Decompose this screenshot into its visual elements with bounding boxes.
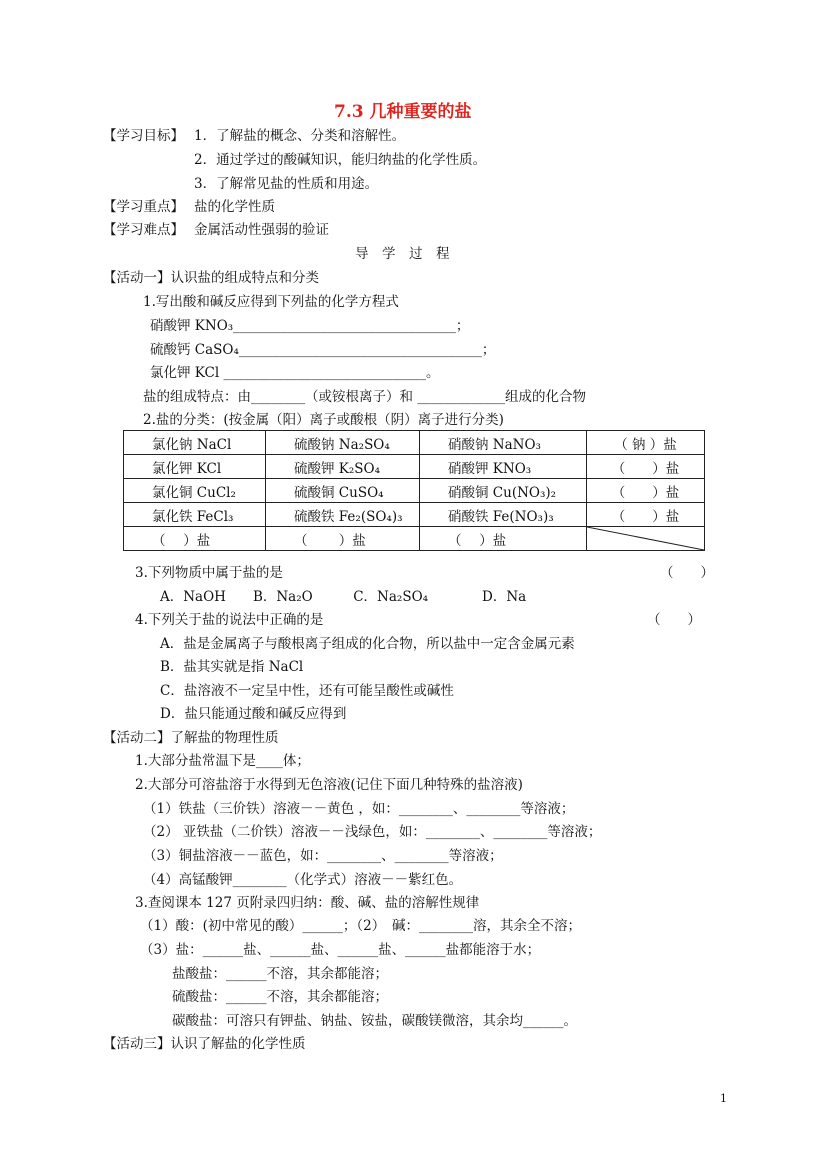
property-line: 2.大部分可溶盐溶于水得到无色溶液(记住下面几种特殊的盐溶液) [135, 777, 523, 793]
salt-classification-table [123, 430, 705, 551]
question-1: 1.写出酸和碱反应得到下列盐的化学方程式 [143, 294, 399, 310]
solubility-rule: （3）盐：______盐、______盐、______盐、______盐都能溶于水； [140, 942, 541, 958]
table-cell: （ ）盐 [266, 527, 420, 551]
table-row [124, 431, 705, 455]
color-rule: （1）铁盐（三价铁）溶液－－黄色 ，如：________、________等溶液； [143, 801, 575, 817]
equation-blank: 硫酸钙 CaSO₄____________________________________； [150, 342, 496, 358]
question-4: 4.下列关于盐的说法中正确的是 [135, 612, 324, 628]
table-cell: 氯化钾 KCl [124, 455, 266, 479]
option-item: A．盐是金属离子与酸根离子组成的化合物，所以盐中一定含金属元素 [160, 636, 575, 652]
table-cell: 氯化铜 CuCl₂ [124, 479, 266, 503]
question-3-options: A．NaOH B．Na₂O C．Na₂SO₄ D．Na [160, 589, 527, 605]
equation-blank: 氯化钾 KCl ______________________________。 [150, 365, 440, 381]
table-row [124, 479, 705, 503]
composition-statement: 盐的组成特点：由________（或铵根离子）和 _____________组成的化合物 [143, 389, 587, 405]
table-cell: 硝酸铜 Cu(NO₃)₂ [420, 479, 587, 503]
page-number: 1 [720, 1092, 727, 1105]
color-rule: （2） 亚铁盐（二价铁）溶液－－浅绿色，如：________、________等溶液； [143, 824, 602, 840]
table-cell: （ 钠 ）盐 [587, 431, 705, 455]
solubility-rule: 碳酸盐：可溶只有钾盐、钠盐、铵盐，碳酸镁微溶，其余均______。 [172, 1013, 577, 1029]
page-title: 7.3 几种重要的盐 [334, 102, 472, 122]
table-cell: （ ）盐 [420, 527, 587, 551]
goal-item: 2．通过学过的酸碱知识，能归纳盐的化学性质。 [194, 152, 487, 168]
color-rule: （3）铜盐溶液－－蓝色，如：________、________等溶液； [143, 848, 503, 864]
table-cell: 硝酸钠 NaNO₃ [420, 431, 587, 455]
difficulty-label: 【学习难点】 [103, 222, 184, 238]
activity-1-heading: 【活动一】认识盐的组成特点和分类 [103, 270, 319, 286]
solubility-rule: （1）酸：(初中常见的酸）______；（2） 碱：________溶，其余全不溶； [140, 918, 581, 934]
diagonal-cell [587, 527, 705, 551]
answer-bracket: （ ） [647, 612, 701, 628]
table-row [124, 455, 705, 479]
property-line: 3.查阅课本 127 页附录四归纳：酸、碱、盐的溶解性规律 [135, 895, 480, 911]
focus-label: 【学习重点】 [103, 199, 184, 215]
answer-bracket: （ ） [660, 565, 714, 581]
table-cell: 硝酸铁 Fe(NO₃)₃ [420, 503, 587, 527]
equation-blank: 硝酸钾 KNO₃_________________________________； [150, 318, 470, 334]
activity-3-heading: 【活动三】认识了解盐的化学性质 [103, 1036, 306, 1052]
table-cell: （ ）盐 [587, 455, 705, 479]
table-cell: 氯化钠 NaCl [124, 431, 266, 455]
option-item: C．盐溶液不一定呈中性，还有可能呈酸性或碱性 [160, 683, 454, 699]
goal-item: 3．了解常见盐的性质和用途。 [194, 176, 379, 192]
table-row [124, 503, 705, 527]
option-item: B．盐其实就是指 NaCl [160, 659, 304, 675]
table-row [124, 527, 705, 551]
option-item: D．盐只能通过酸和碱反应得到 [160, 706, 347, 722]
table-cell: （ ）盐 [587, 479, 705, 503]
process-heading: 导 学 过 程 [355, 246, 450, 262]
table-cell: （ ）盐 [587, 503, 705, 527]
table-cell: 硫酸铜 CuSO₄ [266, 479, 420, 503]
table-cell: 硫酸钾 K₂SO₄ [266, 455, 420, 479]
goals-label: 【学习目标】 [103, 128, 184, 144]
table-cell: 氯化铁 FeCl₃ [124, 503, 266, 527]
solubility-rule: 硫酸盐：______不溶，其余都能溶； [172, 989, 388, 1005]
table-cell: （ ）盐 [124, 527, 266, 551]
table-cell: 硝酸钾 KNO₃ [420, 455, 587, 479]
question-2: 2.盐的分类：(按金属（阳）离子或酸根（阴）离子进行分类) [143, 412, 504, 428]
question-3: 3.下列物质中属于盐的是 [135, 565, 283, 581]
difficulty-text: 金属活动性强弱的验证 [194, 222, 329, 238]
table-cell: 硫酸钠 Na₂SO₄ [266, 431, 420, 455]
solubility-rule: 盐酸盐：______不溶，其余都能溶； [172, 966, 388, 982]
goal-item: 1．了解盐的概念、分类和溶解性。 [194, 128, 406, 144]
property-line: 1.大部分盐常温下是____体； [135, 753, 310, 769]
color-rule: （4）高锰酸钾________（化学式）溶液－－紫红色。 [143, 872, 463, 888]
focus-text: 盐的化学性质 [194, 199, 275, 215]
table-cell: 硫酸铁 Fe₂(SO₄)₃ [266, 503, 420, 527]
activity-2-heading: 【活动二】了解盐的物理性质 [103, 730, 279, 746]
